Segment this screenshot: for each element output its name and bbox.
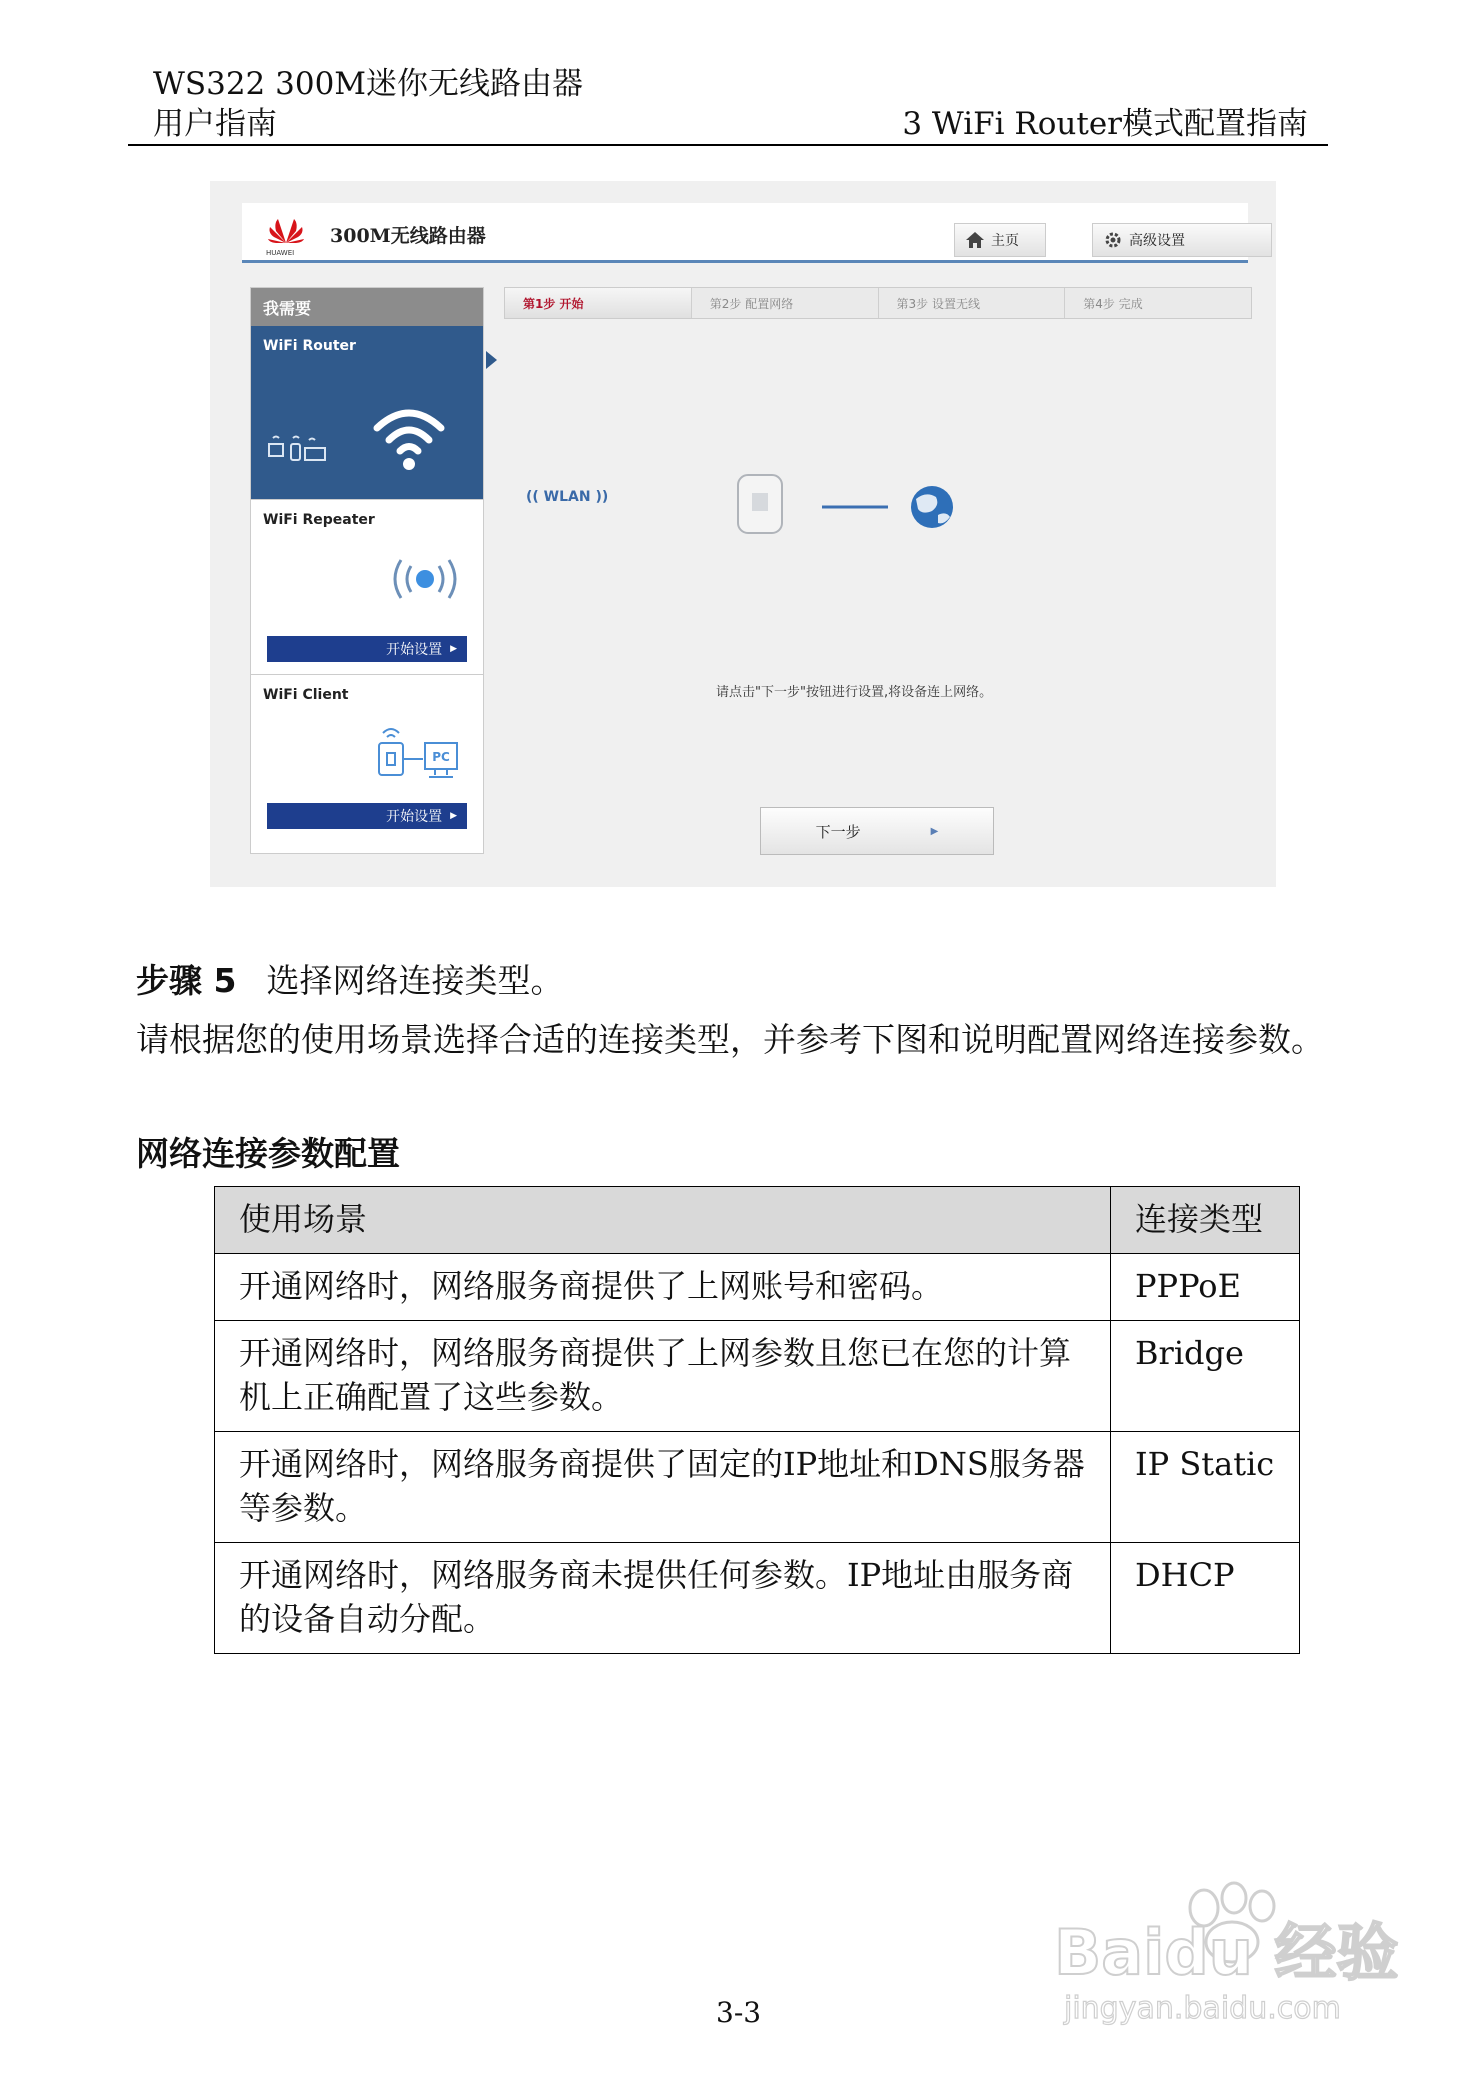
scenario-cell: 开通网络时，网络服务商提供了上网参数且您已在您的计算机上正确配置了这些参数。 xyxy=(215,1321,1111,1432)
start-setup-label: 开始设置 xyxy=(386,642,443,658)
advanced-settings-label: 高级设置 xyxy=(1129,233,1185,249)
step-2: 第2步 配置网络 xyxy=(691,288,878,318)
table-header-row xyxy=(215,1187,1300,1254)
scenario-cell: 开通网络时，网络服务商提供了固定的IP地址和DNS服务器等参数。 xyxy=(215,1432,1111,1543)
home-icon xyxy=(965,231,985,249)
type-cell: Bridge xyxy=(1111,1321,1300,1432)
baidu-jingyan-watermark xyxy=(1044,1868,1404,2028)
next-button[interactable] xyxy=(760,807,994,855)
home-button[interactable] xyxy=(954,223,1046,257)
chapter-title: 3 WiFi Router模式配置指南 xyxy=(902,106,1308,142)
step-label: 步骤 5 xyxy=(136,961,237,1000)
watermark-url: jingyan.baidu.com xyxy=(1064,1991,1341,2026)
page-number: 3-3 xyxy=(716,1996,762,2029)
start-setup-button[interactable] xyxy=(267,803,467,829)
client-pc-icon xyxy=(369,723,479,787)
pc-label: PC xyxy=(432,750,450,764)
play-arrow-icon: ▶ xyxy=(450,811,457,821)
router-device-icon xyxy=(738,475,782,533)
wlan-label: (( WLAN )) xyxy=(526,489,609,505)
type-cell: PPPoE xyxy=(1111,1254,1300,1321)
selected-mode-arrow-icon xyxy=(486,351,497,369)
wifi-icon xyxy=(369,402,449,472)
guide-label: 用户指南 xyxy=(153,106,277,142)
router-ui-screenshot xyxy=(210,181,1276,887)
instruction-paragraph: 请根据您的使用场景选择合适的连接类型，并参考下图和说明配置网络连接参数。 xyxy=(136,1020,1324,1059)
table-row xyxy=(215,1321,1300,1432)
step-1: 第1步 开始 xyxy=(505,288,691,318)
table-row xyxy=(215,1254,1300,1321)
table-title: 网络连接参数配置 xyxy=(136,1134,400,1173)
brand-name: HUAWEI xyxy=(266,249,295,257)
mode-title: WiFi Repeater xyxy=(263,512,375,528)
doc-title: WS322 300M迷你无线路由器 xyxy=(153,66,584,102)
mode-sidebar xyxy=(250,287,484,854)
mode-wifi-client[interactable] xyxy=(251,675,483,850)
router-topbar xyxy=(242,203,1248,263)
page-header xyxy=(128,54,1328,146)
step-3: 第3步 设置无线 xyxy=(878,288,1065,318)
next-label: 下一步 xyxy=(815,822,861,841)
column-header: 连接类型 xyxy=(1111,1187,1300,1254)
step-4: 第4步 完成 xyxy=(1064,288,1251,318)
product-title: 300M无线路由器 xyxy=(330,225,486,247)
network-diagram xyxy=(650,471,1170,571)
home-label: 主页 xyxy=(991,233,1019,249)
table-row xyxy=(215,1543,1300,1654)
mode-wifi-repeater[interactable] xyxy=(251,500,483,675)
wireless-waves-icon: )) xyxy=(595,489,609,505)
mode-wifi-router[interactable] xyxy=(251,326,483,500)
repeater-icon xyxy=(383,554,467,604)
type-cell: IP Static xyxy=(1111,1432,1300,1543)
watermark-brand: Baidu 经验 xyxy=(1054,1916,1399,1989)
globe-icon xyxy=(911,486,953,528)
devices-icon xyxy=(267,430,329,464)
column-header: 使用场景 xyxy=(215,1187,1111,1254)
mode-title: WiFi Client xyxy=(263,687,349,703)
table-row xyxy=(215,1432,1300,1543)
step-5-heading xyxy=(136,955,563,1002)
wireless-waves-icon: (( xyxy=(526,489,539,505)
gear-icon xyxy=(1103,230,1123,250)
sidebar-header: 我需要 xyxy=(251,288,483,326)
start-setup-button[interactable] xyxy=(267,636,467,662)
play-arrow-icon: ▶ xyxy=(450,644,457,654)
mode-title: WiFi Router xyxy=(263,338,356,354)
type-cell: DHCP xyxy=(1111,1543,1300,1654)
play-arrow-icon: ▶ xyxy=(930,825,939,837)
step-text: 选择网络连接类型。 xyxy=(266,961,564,1000)
advanced-settings-button[interactable] xyxy=(1092,223,1272,257)
start-setup-label: 开始设置 xyxy=(386,809,443,825)
connection-types-table xyxy=(214,1186,1300,1654)
scenario-cell: 开通网络时，网络服务商未提供任何参数。IP地址由服务商的设备自动分配。 xyxy=(215,1543,1111,1654)
hint-text: 请点击"下一步"按钮进行设置,将设备连上网络。 xyxy=(716,685,993,700)
scenario-cell: 开通网络时，网络服务商提供了上网账号和密码。 xyxy=(215,1254,1111,1321)
wizard-steps xyxy=(504,287,1252,319)
